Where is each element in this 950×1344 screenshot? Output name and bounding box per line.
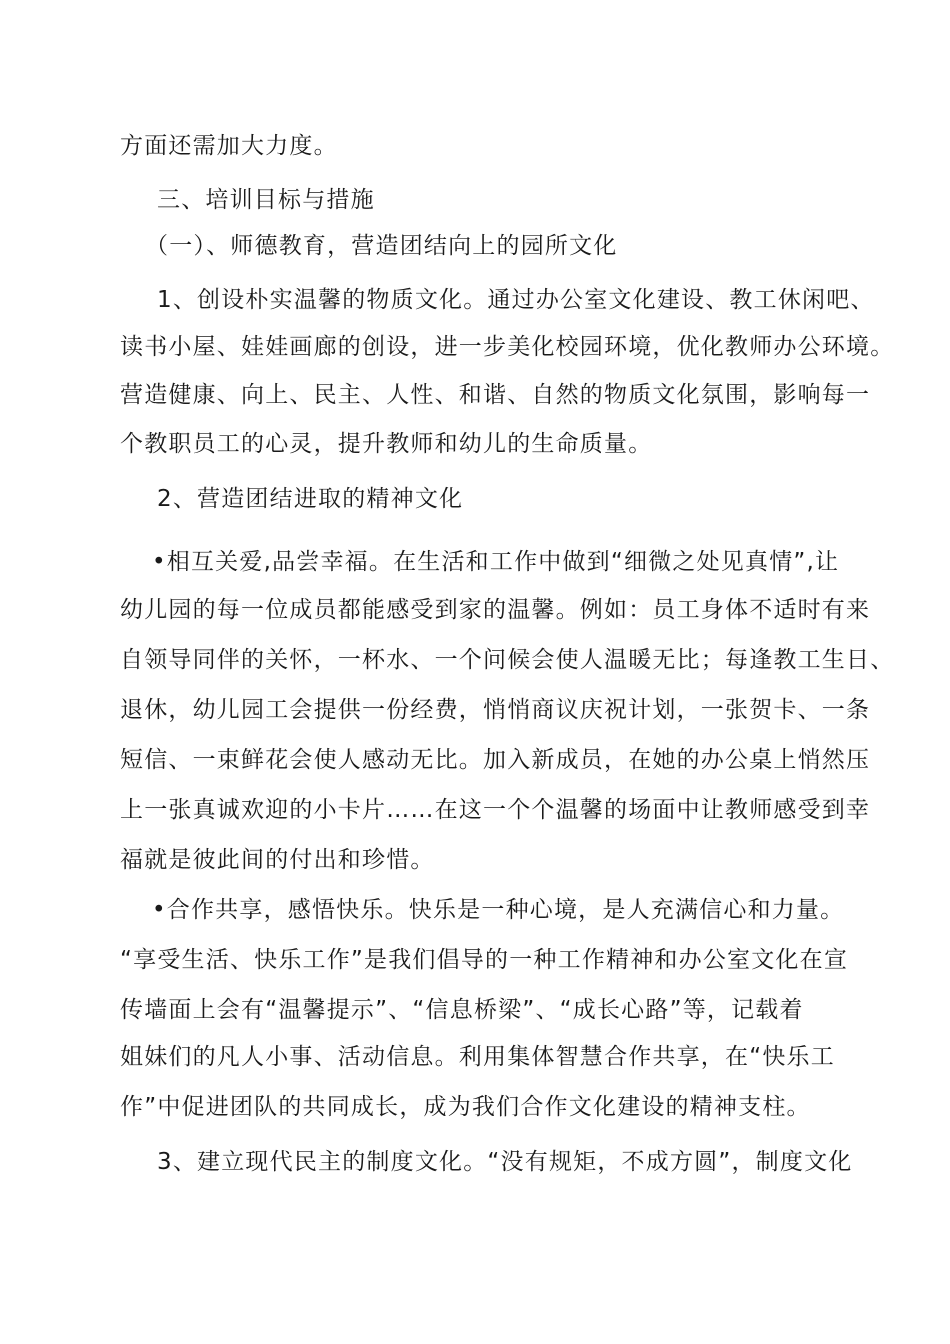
text-line: 传墙面上会有“温馨提示”、“信息桥梁”、“成长心路”等，记载着 (120, 997, 804, 1023)
text-line: 营造健康、向上、民主、人性、和谐、自然的物质文化氛围，影响每一 (120, 382, 871, 408)
subsection-heading: （一）、师德教育，营造团结向上的园所文化 (145, 233, 618, 259)
text-line: 作”中促进团队的共同成长，成为我们合作文化建设的精神支柱。 (120, 1094, 811, 1120)
section-heading: 三、培训目标与措施 (157, 187, 375, 213)
text-line: 方面还需加大力度。 (120, 133, 338, 159)
text-line: 福就是彼此间的付出和珍惜。 (120, 847, 435, 873)
text-line: 退休，幼儿园工会提供一份经费，悄悄商议庆祝计划，一张贺卡、一条 (120, 697, 871, 723)
subsection-heading: 2、营造团结进取的精神文化 (157, 486, 464, 512)
text-line: •相互关爱,品尝幸福。在生活和工作中做到“细微之处见真情”,让 (152, 549, 840, 575)
text-line: 上一张真诚欢迎的小卡片……在这一个个温馨的场面中让教师感受到幸 (120, 797, 871, 823)
text-line: 1、创设朴实温馨的物质文化。通过办公室文化建设、教工休闲吧、 (157, 287, 875, 313)
text-line: 读书小屋、娃娃画廊的创设，进一步美化校园环境，优化教师办公环境。 (120, 334, 895, 360)
text-line: 姐妹们的凡人小事、活动信息。利用集体智慧合作共享，在“快乐工 (120, 1044, 835, 1070)
text-line: •合作共享，感悟快乐。快乐是一种心境，是人充满信心和力量。 (152, 897, 845, 923)
text-line: 幼儿园的每一位成员都能感受到家的温馨。例如：员工身体不适时有来 (120, 597, 871, 623)
text-line: 3、建立现代民主的制度文化。“没有规矩，不成方圆”，制度文化 (157, 1149, 853, 1175)
text-line: 自领导同伴的关怀，一杯水、一个问候会使人温暖无比；每逢教工生日、 (120, 647, 895, 673)
text-line: 短信、一束鲜花会使人感动无比。加入新成员，在她的办公桌上悄然压 (120, 747, 871, 773)
text-line: 个教职员工的心灵，提升教师和幼儿的生命质量。 (120, 431, 653, 457)
text-line: “享受生活、快乐工作”是我们倡导的一种工作精神和办公室文化在宣 (120, 947, 849, 973)
